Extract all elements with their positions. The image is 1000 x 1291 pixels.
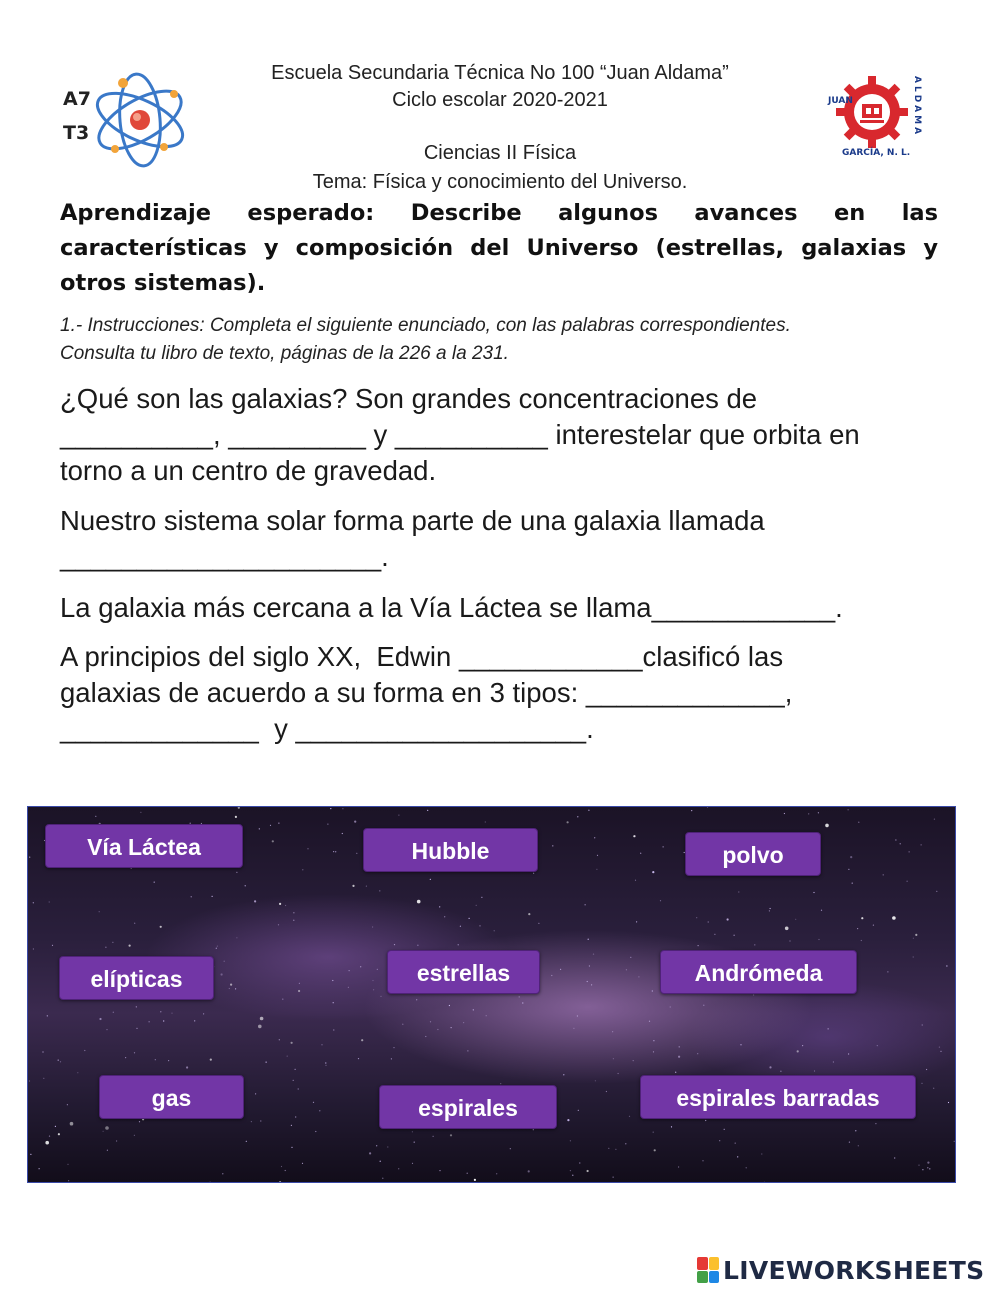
- instructions-line-1: 1.- Instrucciones: Completa el siguiente enunciado, con las palabras correspondientes.: [60, 315, 791, 336]
- aprendizaje-esperado: Aprendizaje esperado: Describe algunos avances en las características y composición del Universo (estrellas, galaxias y otros sistemas).: [60, 200, 938, 296]
- gear-emblem-icon: [826, 70, 926, 150]
- star: [330, 808, 331, 809]
- paragraph-nearest-galaxy: [60, 590, 960, 626]
- brand-name: LIVEWORKSHEETS: [723, 1255, 985, 1285]
- paragraph-line-blanks[interactable]: __________, _________ y __________ interestelar que orbita en: [60, 419, 860, 450]
- word-chip-via-lactea[interactable]: Vía Láctea: [45, 824, 243, 868]
- star: [29, 857, 30, 858]
- school-name: Escuela Secundaria Técnica No 100 “Juan Aldama”: [271, 62, 729, 84]
- topic-title: Tema: Física y conocimiento del Universo.: [312, 171, 688, 193]
- word-chip-espirales[interactable]: espirales: [379, 1085, 557, 1129]
- liveworksheets-logo-icon: [697, 1257, 719, 1283]
- word-chip-gas[interactable]: gas: [99, 1075, 244, 1119]
- paragraph-hubble-classification: [60, 639, 960, 747]
- paragraph-line: Nuestro sistema solar forma parte de una galaxia llamada: [60, 505, 765, 536]
- paragraph-line: ¿Qué son las galaxias? Son grandes concentraciones de: [60, 383, 758, 414]
- star: [238, 807, 240, 809]
- liveworksheets-brand: [697, 1255, 984, 1285]
- star: [29, 1080, 30, 1081]
- star: [30, 1154, 31, 1155]
- school-cycle: Ciclo escolar 2020-2021: [392, 89, 608, 111]
- paragraph-line-blanks[interactable]: A principios del siglo XX, Edwin ____________clasificó las: [60, 641, 784, 672]
- word-chip-espirales-barradas[interactable]: espirales barradas: [640, 1075, 916, 1119]
- instructions-line-2: Consulta tu libro de texto, páginas de la 226 a la 231.: [60, 343, 509, 364]
- paragraph-line-blanks[interactable]: _____________________.: [60, 541, 389, 572]
- logo-city: GARCÍA, N. L.: [842, 148, 911, 158]
- star: [848, 809, 849, 810]
- word-chip-estrellas[interactable]: estrellas: [387, 950, 540, 994]
- paragraph-line: torno a un centro de gravedad.: [60, 455, 437, 486]
- logo-letters-right: ALDAMA: [912, 76, 922, 138]
- word-chip-andromeda[interactable]: Andrómeda: [660, 950, 857, 994]
- instructions: [60, 312, 950, 368]
- paragraph-solar-system: [60, 503, 960, 575]
- paragraph-line-blanks[interactable]: _____________ y ___________________.: [60, 713, 594, 744]
- star: [765, 1182, 766, 1183]
- word-chip-polvo[interactable]: polvo: [685, 832, 821, 876]
- star: [691, 810, 692, 811]
- star: [707, 807, 708, 808]
- word-bank-panel: [27, 806, 956, 1183]
- paragraph-line-blanks[interactable]: La galaxia más cercana a la Vía Láctea se llama____________.: [60, 592, 843, 623]
- logo-letters-left: JUAN: [828, 96, 853, 106]
- word-chip-hubble[interactable]: Hubble: [363, 828, 538, 872]
- logo-code-a7: A7: [63, 88, 91, 110]
- school-right-logo: [826, 70, 926, 170]
- subject-title: Ciencias II Física: [423, 142, 577, 164]
- paragraph-galaxies: [60, 381, 960, 489]
- star: [342, 808, 343, 809]
- word-chip-elipticas[interactable]: elípticas: [59, 956, 214, 1000]
- star: [588, 810, 589, 811]
- logo-code-t3: T3: [63, 122, 90, 144]
- paragraph-line-blanks[interactable]: galaxias de acuerdo a su forma en 3 tipos: _____________,: [60, 677, 793, 708]
- star: [427, 810, 428, 811]
